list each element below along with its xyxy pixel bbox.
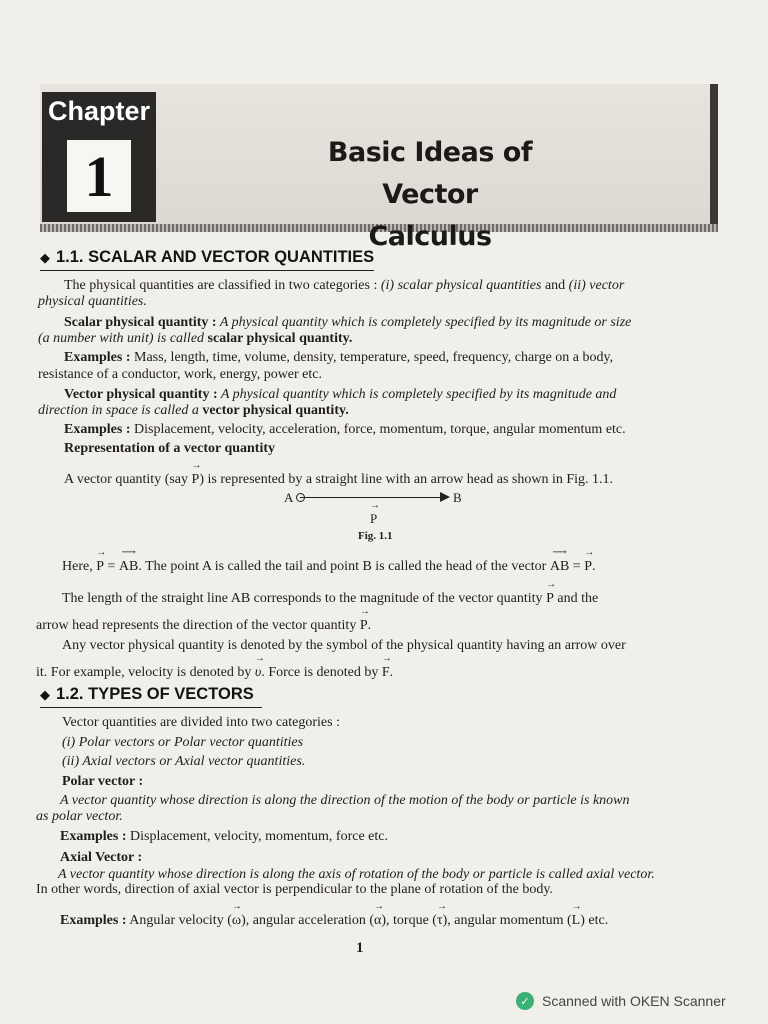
axial-definition-line-2: In other words, direction of axial vector is perpendicular to the plane of rotation of the body. [36,882,553,897]
length-line-2: arrow head represents the direction of the vector quantity → P. [36,606,372,633]
intro-line-1: The physical quantities are classified in two categories : (i) scalar physical quantities and (ii) vector [64,278,625,293]
polar-definition-line-1: A vector quantity whose direction is along the direction of the motion of the body or particle is known [60,793,630,808]
figure-caption: Fig. 1.1 [358,530,393,542]
scanner-text: Scanned with OKEN Scanner [542,993,726,1009]
chapter-title-line1: Basic Ideas of Vector [327,137,533,210]
scalar-definition-line-2: (a number with unit) is called scalar physical quantity. [38,331,353,346]
polar-vector-heading: Polar vector : [62,774,144,789]
section-heading-1-1: ◆ 1.1. SCALAR AND VECTOR QUANTITIES [40,248,374,271]
scanner-watermark [516,990,726,1012]
figure-vector-label: → P [370,500,380,526]
figure-arrow-head-icon [440,492,450,502]
scanner-logo-icon: ✓ [516,992,534,1010]
chapter-number-box [42,130,156,222]
chapter-label: Chapter [42,92,156,130]
page-number: 1 [356,940,364,956]
any-vector-line-2: it. For example, velocity is denoted by → υ. Force is denoted by → F. [36,653,394,680]
scalar-definition-line-1: Scalar physical quantity : A physical quantity which is completely specified by its magnitude or size [64,315,632,330]
types-intro: Vector quantities are divided into two categories : [62,715,340,730]
types-category-1: (i) Polar vectors or Polar vector quantities [62,735,304,750]
scalar-examples-line-2: resistance of a conductor, work, energy, power etc. [38,367,322,382]
figure-vector-line [300,497,446,498]
chapter-number: 1 [67,140,131,212]
polar-examples-line: Examples : Displacement, velocity, momentum, force etc. [60,829,389,844]
section-heading-1-2: ◆ 1.2. TYPES OF VECTORS [40,685,262,708]
axial-examples-line: Examples : Angular velocity ( → ω), angular acceleration ( → α), torque ( → τ), angular momentum ( → L) etc. [60,901,609,928]
polar-definition-line-2: as polar vector. [36,809,123,824]
representation-line: A vector quantity (say → P) is represented by a straight line with an arrow head as shown in Fig. 1.1. [64,460,614,487]
diamond-bullet-icon: ◆ [40,250,50,265]
vector-definition-line-1: Vector physical quantity : A physical quantity which is completely specified by its magnitude and [64,387,617,402]
diamond-bullet-icon: ◆ [40,687,50,702]
here-line: Here, → P = ⟶ AB. The point A is called the tail and point B is called the head of the vector ⟶ AB = → P. [62,547,596,574]
vector-examples-line: Examples : Displacement, velocity, acceleration, force, momentum, torque, angular momentum etc. [64,422,626,437]
scalar-examples-line-1: Examples : Mass, length, time, volume, density, temperature, speed, frequency, charge on a body, [64,350,614,365]
figure-point-a: A [284,490,294,505]
chapter-title-line2: Calculus [368,221,492,252]
axial-vector-heading: Axial Vector : [60,850,143,865]
figure-point-b: B [453,490,462,505]
types-category-2: (ii) Axial vectors or Axial vector quantities. [62,754,306,769]
length-line-1: The length of the straight line AB corresponds to the magnitude of the vector quantity → P and the [62,579,599,606]
chapter-title [280,132,580,258]
any-vector-line-1: Any vector physical quantity is denoted by the symbol of the physical quantity having an arrow over [62,638,626,653]
vector-definition-line-2: direction in space is called a vector physical quantity. [38,403,349,418]
axial-definition-line-1: A vector quantity whose direction is along the axis of rotation of the body or particle is called axial vector. [58,867,655,882]
representation-heading: Representation of a vector quantity [64,441,276,456]
intro-line-2: physical quantities. [38,294,147,309]
